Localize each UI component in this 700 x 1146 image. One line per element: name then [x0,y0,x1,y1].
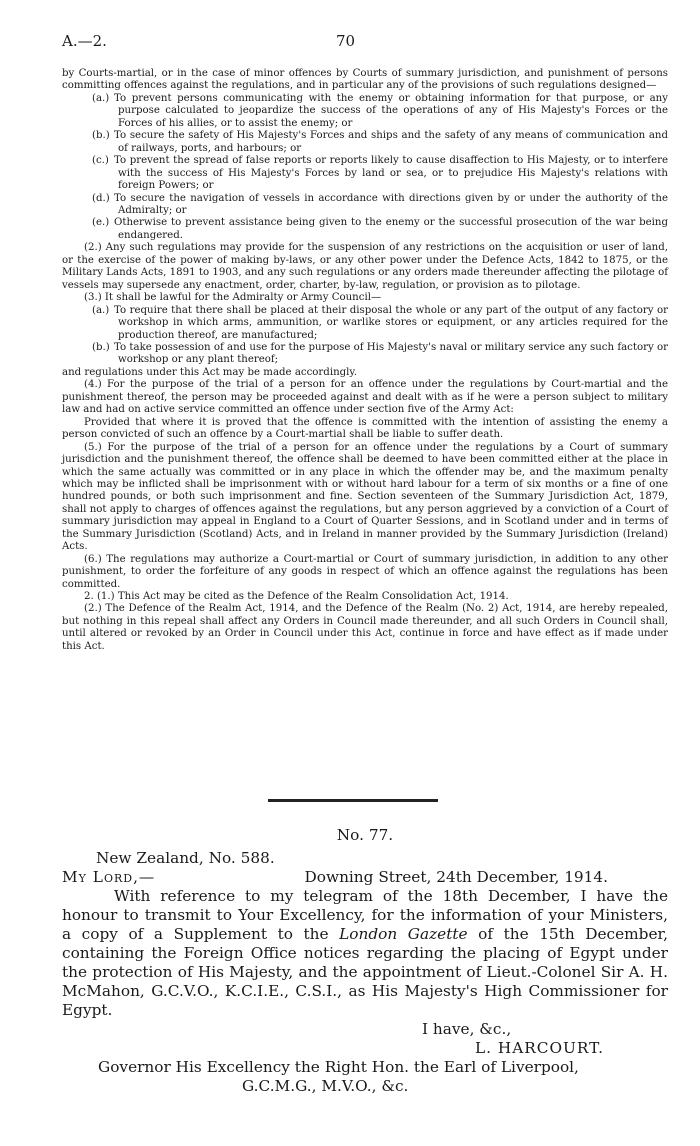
paragraph-4: (4.) For the purpose of the trial of a person for an offence under the regulations by Court-martial and the punishment thereof, the person may be proceeded against and dealt with as if he were a person subject to military law and had on active service committed an offence under section five of the Army Act: [62,379,668,416]
salutation: My Lord,— [62,868,156,886]
letter-from: New Zealand, No. 588. [96,849,275,867]
letter-body: With reference to my telegram of the 18th December, I have the honour to transmit to Your Excellency, for the information of your Ministers, a copy of a Supplement to the London Gazette of the 15th December, containing the Foreign Office notices regarding the placing of Egypt under the protection of His Majesty, and the appointment of Lieut.-Colonel Sir A. H. McMahon, G.C.V.O., K.C.I.E., C.S.I., as His Majesty's High Commissioner for Egypt. [62,887,669,1019]
gazette-title: London Gazette [339,925,468,943]
list-item: (b.) To secure the safety of His Majesty's Forces and ships and the safety of any means of communication and of railways, ports, and harbours; or [92,130,668,154]
paragraph-2: (2.) Any such regulations may provide for the suspension of any restrictions on the acquisition or user of land, or the exercise of the power of making by-laws, or any other power under the Defence Acts, 1842 to 1875, or the Military Lands Acts, 1891 to 1903, and any such regulations or any orders made thereunder affecting the pilotage of vessels may supersede any enactment, order, charter, by-law, regulation, or provision as to pilotage. [62,242,668,291]
list-item: (b.) To take possession of and use for the purpose of His Majesty's naval or military service any such factory or workshop or any plant thereof; [92,341,668,366]
addressee-line-1: Governor His Excellency the Right Hon. the Earl of Liverpool, [98,1058,579,1076]
paragraph-intro: by Courts-martial, or in the case of minor offences by Courts of summary jurisdiction, and punishment of persons committing offences against the regulations, and in particular any of the provisions of such regulations designed— [62,68,668,92]
list-item: (d.) To secure the navigation of vessels in accordance with directions given by or under the authority of the Admiralty; or [92,192,668,216]
closing-phrase: I have, &c., [422,1020,512,1038]
paragraph-7: 2. (1.) This Act may be cited as the Defence of the Realm Consolidation Act, 1914. [84,591,509,603]
paragraph-6: (6.) The regulations may authorize a Court-martial or Court of summary jurisdiction, in addition to any other punishment, to order the forfeiture of any goods in respect of which an offence against the regulations has been committed. [62,553,668,590]
act-text [62,68,668,653]
letter-number: No. 77. [336,826,394,844]
signature: L. HARCOURT. [475,1039,604,1057]
list-item: (a.) To prevent persons communicating with the enemy or obtaining information for that purpose, or any purpose calculated to jeopardize the success of the operations of any of His Majesty's Forces or the Forces of his allies, or to assist the enemy; or [92,92,668,129]
letter-header-row [62,849,668,868]
paragraph-3-tail: and regulations under this Act may be made accordingly. [62,366,358,378]
paragraph-5: (5.) For the purpose of the trial of a person for an offence under the regulations by a Court of summary jurisdiction and the punishment thereof, the offence shall be deemed to have been committed either at the place in which the same actually was committed or in any place in which the offender may be, and the maximum penalty which may be inflicted shall be imprisonment with or without hard labour for a term of six months or a fine of one hundred pounds, or both such imprisonment and fine. Section seventeen of the Summary Jurisdiction Act, 1879, shall not apply to charges of offences against the regulations, but any person aggrieved by a conviction of a Court of summary jurisdiction may appeal in England to a Court of Quarter Sessions, and in Scotland under and in terms of the Summary Jurisdiction (Scotland) Acts, and in Ireland in manner provided by the Summary Jurisdiction (Ireland) Acts. [62,441,668,553]
place-date: Downing Street, 24th December, 1914. [304,868,608,886]
addressee-line-2: G.C.M.G., M.V.O., &c. [242,1077,409,1095]
despatch-letter [62,826,668,1096]
list-item: (c.) To prevent the spread of false reports or reports likely to cause disaffection to His Majesty, or to interfere with the success of His Majesty's Forces by land or sea, or to prejudice His Majesty's relations with foreign Powers; or [92,155,668,192]
letter-closing [62,1020,668,1058]
page-number: 70 [336,32,356,50]
section-divider [268,799,438,802]
list-item: (e.) Otherwise to prevent assistance being given to the enemy or the successful prosecution of the war being endangered. [92,217,668,241]
document-reference: A.—2. [62,32,107,50]
paragraph-4-proviso: Provided that where it is proved that the offence is committed with the intention of assisting the enemy a person convicted of such an offence by a Court-martial shall be liable to suffer death. [62,416,668,441]
list-item: (a.) To require that there shall be placed at their disposal the whole or any part of the output of any factory or workshop in which arms, ammunition, or warlike stores or equipment, or any articles required for the production thereof, are manufactured; [92,304,668,341]
paragraph-3: (3.) It shall be lawful for the Admiralty or Army Council— [84,292,382,304]
paragraph-8: (2.) The Defence of the Realm Act, 1914, and the Defence of the Realm (No. 2) Act, 1914, are hereby repealed, but nothing in this repeal shall affect any Orders in Council made thereunder, and all such Orders in Council shall, until altered or revoked by an Order in Council under this Act, continue in force and have effect as if made under this Act. [62,603,668,652]
letter-salutation-row [62,868,668,887]
